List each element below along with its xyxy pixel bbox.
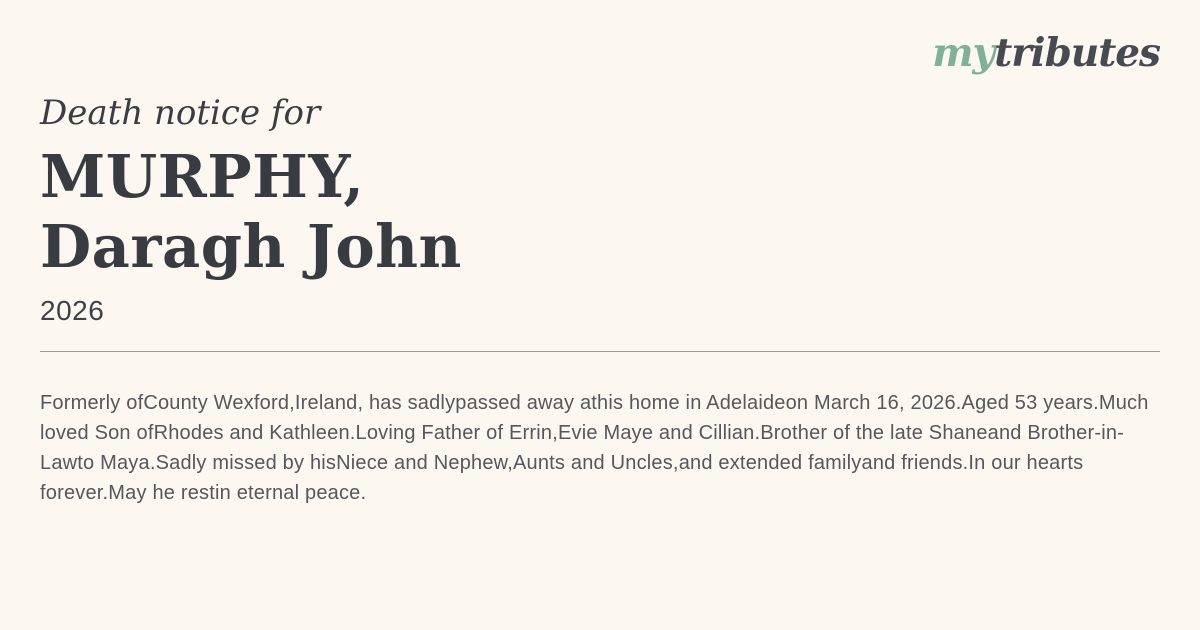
header [40, 0, 1160, 82]
mytributes-logo [932, 32, 1160, 75]
divider [40, 351, 1160, 352]
notice-year: 2026 [40, 295, 105, 327]
deceased-name-heading [40, 142, 1160, 284]
obituary-body-text: Formerly ofCounty Wexford,Ireland, has sadlypassed away athis home in Adelaideon March 16, 2026.Aged 53 years.Much loved Son ofRhodes and Kathleen.Loving Father of Errin,Evie Maye and Cillian.Brother of the late Shaneand Brother-in-Lawto Maya.Sadly missed by hisNiece and Nephew,Aunts and Uncles,and extended familyand friends.In our hearts forever.May he restin eternal peace. [40, 392, 1149, 505]
logo-my-text: my [932, 30, 995, 76]
deceased-surname: MURPHY, [40, 141, 365, 211]
deceased-given-names: Daragh John [40, 212, 462, 282]
logo-tributes-text: tributes [994, 30, 1160, 76]
notice-type-label: Death notice for [40, 93, 321, 133]
